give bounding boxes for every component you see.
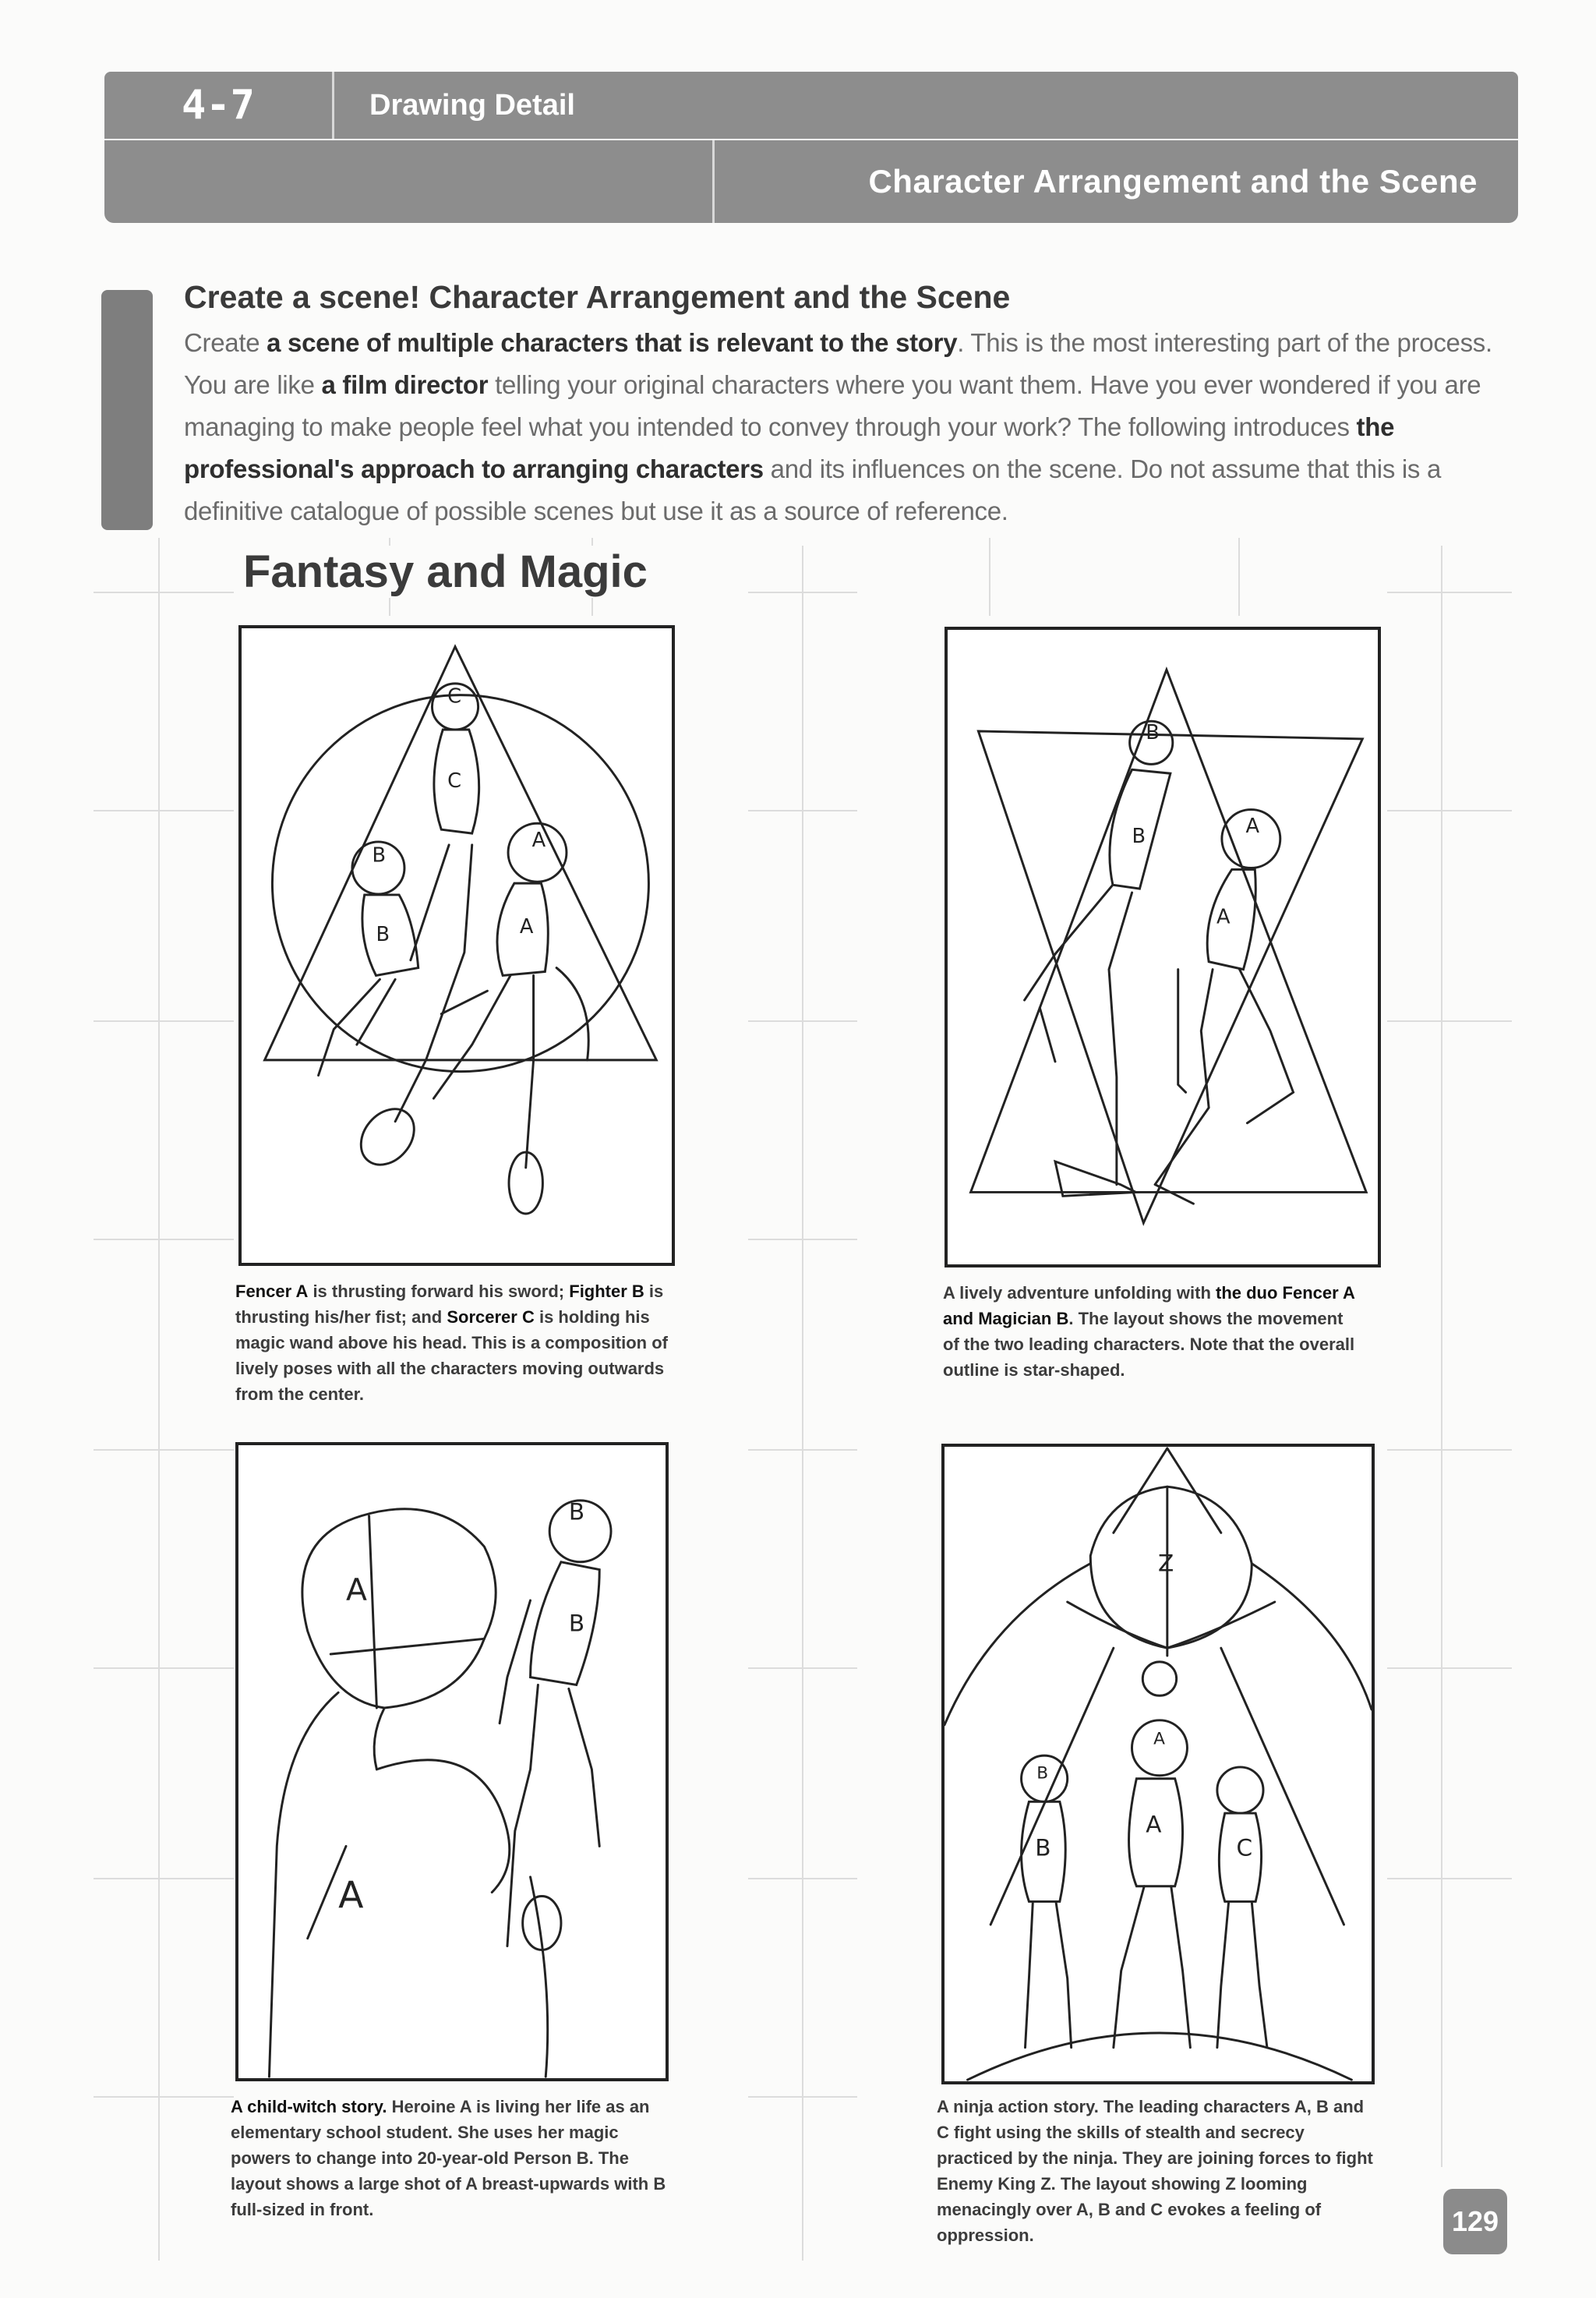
- panel-2-sketch: [948, 630, 1378, 1264]
- panel-1-caption-text-3: is holding his magic wand above his head. This is a composition of lively poses with all the characters moving outwards from the center.: [235, 1307, 668, 1404]
- panel-1-caption: [235, 1278, 687, 1407]
- chapter-number: 4-7: [104, 72, 334, 139]
- section-title: Character Arrangement and the Scene: [868, 163, 1478, 200]
- panel-3-label-4: A: [338, 1874, 364, 1918]
- panel-4-label-4: B: [1036, 1763, 1049, 1784]
- intro-bold-1: a scene of multiple characters that is relevant to the story: [267, 328, 958, 357]
- intro-sidebar-marker: [101, 290, 153, 530]
- intro-text-3: telling your original characters where you want them. Have you ever wondered if you are managing to make people feel what you intended to convey through your work? The following introduces: [184, 370, 1481, 441]
- panel-1-caption-bold-2: Fighter B: [569, 1282, 644, 1301]
- illustration-panel-1: [238, 625, 675, 1266]
- intro-bold-3: the professional's approach to arranging characters: [184, 412, 1395, 483]
- panel-1-label-3: B: [372, 843, 387, 868]
- intro-block: [184, 279, 1493, 532]
- panel-1-label-2: C: [447, 769, 462, 793]
- panel-2-caption-text-2: . The layout shows the movement of the two leading characters. Note that the overall outline is star-shaped.: [943, 1309, 1355, 1380]
- panel-4-sketch: [945, 1447, 1372, 2081]
- panel-2-label-4: A: [1216, 905, 1231, 929]
- panel-1-caption-text-2: is thrusting his/her fist; and: [235, 1282, 664, 1327]
- panel-3-label-2: B: [568, 1498, 585, 1526]
- intro-text-4: and its influences on the scene. Do not assume that this is a definitive catalogue of possible scenes but use it as a source of reference.: [184, 454, 1442, 525]
- panel-3-label-3: B: [568, 1610, 585, 1637]
- intro-paragraph: [184, 322, 1493, 532]
- intro-text-2: . This is the most interesting part of the process. You are like: [184, 328, 1492, 399]
- panel-1-caption-bold-3: Sorcerer C: [447, 1307, 535, 1327]
- panel-1-label-5: A: [531, 828, 546, 852]
- panel-1-label-1: C: [447, 684, 462, 709]
- illustration-panel-3: [235, 1442, 669, 2081]
- panel-4-caption-text-1: A ninja action story. The leading characters A, B and C fight using the skills of stealth and secrecy practiced by the ninja. They are joining forces to fight Enemy King Z. The layout showing Z looming menacingly over A, B and C evokes a feeling of oppression.: [937, 2097, 1373, 2245]
- panel-4-label-1: Z: [1158, 1550, 1174, 1577]
- panel-4-label-5: B: [1035, 1834, 1051, 1861]
- panel-2-caption-text-1: A lively adventure unfolding with: [943, 1283, 1216, 1303]
- illustration-panel-4: [941, 1444, 1375, 2084]
- page-number: 129: [1443, 2189, 1507, 2254]
- panel-4-caption: [937, 2094, 1373, 2248]
- panel-4-label-6: C: [1236, 1834, 1253, 1861]
- panel-1-label-4: B: [376, 923, 390, 947]
- panel-2-label-1: B: [1146, 720, 1160, 744]
- panel-2-label-3: A: [1245, 815, 1259, 839]
- panel-4-label-2: A: [1153, 1729, 1165, 1749]
- panel-1-caption-text-1: is thrusting forward his sword;: [308, 1282, 570, 1301]
- chapter-header-bar: [104, 72, 1518, 139]
- panel-3-caption: [231, 2094, 667, 2222]
- panel-2-caption: [943, 1280, 1364, 1383]
- panel-3-label-1: A: [345, 1572, 367, 1609]
- chapter-title: Drawing Detail: [369, 89, 575, 122]
- panel-3-caption-bold-1: A child-witch story.: [231, 2097, 387, 2116]
- panel-1-caption-bold-1: Fencer A: [235, 1282, 309, 1301]
- panel-1-label-6: A: [519, 915, 534, 939]
- panel-3-caption-text-1: Heroine A is living her life as an elementary school student. She uses her magic powers to change into 20-year-old Person B. The layout shows a large shot of A breast-upwards with B full-sized in front.: [231, 2097, 666, 2219]
- intro-bold-2: a film director: [321, 370, 489, 399]
- section-header-bar: [104, 140, 1518, 223]
- panel-2-label-2: B: [1132, 824, 1146, 848]
- illustration-panel-2: [945, 627, 1381, 1267]
- panel-4-label-3: A: [1146, 1811, 1162, 1838]
- panel-1-sketch: [242, 628, 672, 1263]
- intro-heading: Create a scene! Character Arrangement and the Scene: [184, 279, 1011, 315]
- section-heading: Fantasy and Magic: [237, 546, 654, 598]
- panel-3-sketch: [238, 1445, 666, 2078]
- header-divider: [712, 140, 715, 223]
- panel-2-caption-bold-1: the duo Fencer A and Magician B: [943, 1283, 1355, 1328]
- intro-text-1: Create: [184, 328, 267, 357]
